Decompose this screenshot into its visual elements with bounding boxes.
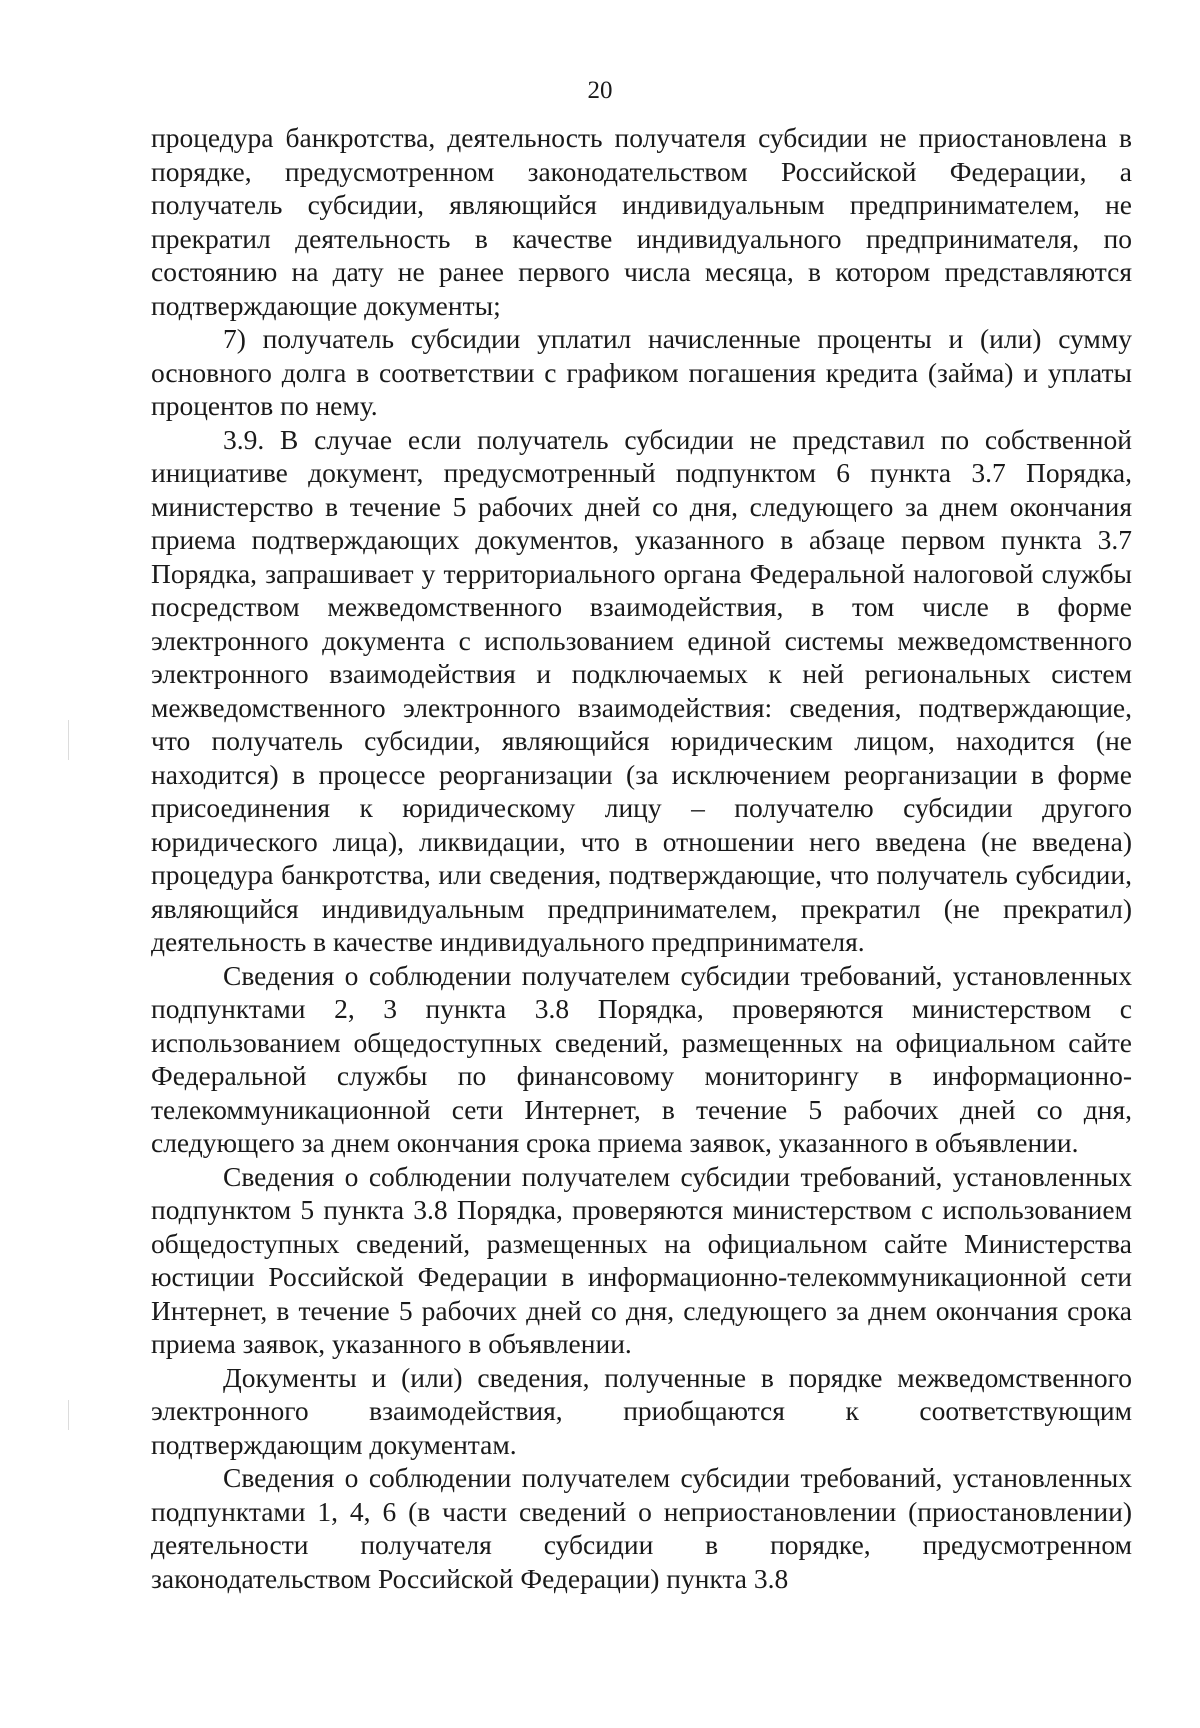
scan-margin-mark — [68, 720, 69, 760]
paragraph-continuation: процедура банкротства, деятельность получателя субсидии не приостановлена в порядке, предусмотренном законодательством Российской Федерации, а получатель субсидии, являющийся индивидуальным предпринимателем, не прекратил деятельность в качестве индивидуального предпринимателя, по состоянию на дату не ранее первого числа месяца, в котором представляются подтверждающие документы; — [151, 122, 1132, 321]
scan-margin-mark — [68, 1400, 69, 1430]
paragraph-interagency-documents: Документы и (или) сведения, полученные в порядке межведомственного электронного взаимодействия, приобщаются к соответствующим подтверждающим документам. — [151, 1361, 1132, 1460]
paragraph-justice-ministry-check: Сведения о соблюдении получателем субсидии требований, установленных подпунктом 5 пункта 3.8 Порядка, проверяются министерством с использованием общедоступных сведений, размещенных на официальном сайте Министерства юстиции Российской Федерации в информационно-телекоммуникационной сети Интернет, в течение 5 рабочих дней со дня, следующего за днем окончания срока приема заявок, указанного в объявлении. — [151, 1160, 1132, 1359]
document-body — [151, 121, 1132, 1595]
paragraph-section-3-9: 3.9. В случае если получатель субсидии не представил по собственной инициативе документ, предусмотренный подпунктом 6 пункта 3.7 Порядка, министерство в течение 5 рабочих дней со дня, следующего за днем окончания приема подтверждающих документов, указанного в абзаце первом пункта 3.7 Порядка, запрашивает у территориального органа Федеральной налоговой службы посредством межведомственного взаимодействия, в том числе в форме электронного документа с использованием единой системы межведомственного электронного взаимодействия и подключаемых к ней региональных систем межведомственного электронного взаимодействия: сведения, подтверждающие, что получатель субсидии, являющийся юридическим лицом, находится (не находится) в процессе реорганизации (за исключением реорганизации в форме присоединения к юридическому лицу – получателю субсидии другого юридического лица), ликвидации, что в отношении него введена (не введена) процедура банкротства, или сведения, подтверждающие, что получатель субсидии, являющийся индивидуальным предпринимателем, прекратил (не прекратил) деятельность в качестве индивидуального предпринимателя. — [151, 423, 1132, 957]
page-number: 20 — [587, 77, 613, 104]
paragraph-item-7: 7) получатель субсидии уплатил начисленные проценты и (или) сумму основного долга в соответствии с графиком погашения кредита (займа) и уплаты процентов по нему. — [151, 323, 1132, 421]
paragraph-financial-monitoring-check: Сведения о соблюдении получателем субсидии требований, установленных подпунктами 2, 3 пункта 3.8 Порядка, проверяются министерством с использованием общедоступных сведений, размещенных на официальном сайте Федеральной службы по финансовому мониторингу в информационно-телекоммуникационной сети Интернет, в течение 5 рабочих дней со дня, следующего за днем окончания срока приема заявок, указанного в объявлении. — [151, 959, 1132, 1158]
paragraph-requirements-check: Сведения о соблюдении получателем субсидии требований, установленных подпунктами 1, 4, 6 (в части сведений о неприостановлении (приостановлении) деятельности получателя субсидии в порядке, предусмотренном законодательством Российской Федерации) пункта 3.8 — [151, 1462, 1132, 1594]
